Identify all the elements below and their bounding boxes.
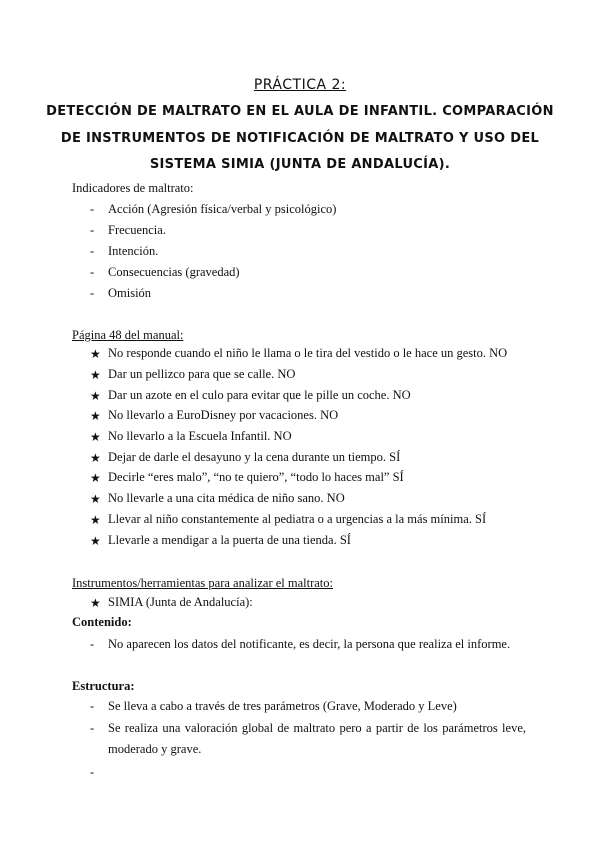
estructura-heading: Estructura: bbox=[72, 679, 135, 693]
manual-item: Llevar al niño constantemente al pediatra o a urgencias a la más mínima. SÍ bbox=[108, 512, 487, 526]
star-bullet-icon: ★ bbox=[90, 513, 101, 527]
star-bullet-icon: ★ bbox=[90, 596, 101, 610]
bullet-dash: - bbox=[90, 721, 95, 735]
bullet-dash: - bbox=[90, 286, 95, 300]
indicator-item: Omisión bbox=[108, 286, 152, 300]
bullet-dash-empty: - bbox=[90, 765, 95, 779]
indicator-item: Acción (Agresión física/verbal y psicológico) bbox=[108, 202, 337, 216]
manual-item: No llevarlo a la Escuela Infantil. NO bbox=[108, 429, 292, 443]
indicator-item: Frecuencia. bbox=[108, 223, 166, 237]
bullet-dash: - bbox=[90, 202, 95, 216]
star-bullet-icon: ★ bbox=[90, 389, 101, 403]
bullet-dash: - bbox=[90, 637, 95, 651]
manual-item: Dar un pellizco para que se calle. NO bbox=[108, 367, 296, 381]
star-bullet-icon: ★ bbox=[90, 430, 101, 444]
indicators-heading: Indicadores de maltrato: bbox=[72, 181, 194, 195]
tools-item-simia: SIMIA (Junta de Andalucía): bbox=[108, 595, 253, 609]
star-bullet-icon: ★ bbox=[90, 534, 101, 548]
subtitle-line-1: DETECCIÓN DE MALTRATO EN EL AULA DE INFANTIL. COMPARACIÓN bbox=[46, 104, 554, 119]
star-bullet-icon: ★ bbox=[90, 471, 101, 485]
manual-item: No llevarle a una cita médica de niño sano. NO bbox=[108, 491, 345, 505]
manual-item: Dar un azote en el culo para evitar que le pille un coche. NO bbox=[108, 388, 411, 402]
star-bullet-icon: ★ bbox=[90, 347, 101, 361]
star-bullet-icon: ★ bbox=[90, 451, 101, 465]
page-title: PRÁCTICA 2: bbox=[253, 77, 347, 93]
estructura-item: Se realiza una valoración global de maltrato pero a partir de los parámetros leve, bbox=[108, 721, 526, 735]
manual-item: Dejar de darle el desayuno y la cena durante un tiempo. SÍ bbox=[108, 450, 401, 464]
manual-item: Decirle “eres malo”, “no te quiero”, “todo lo haces mal” SÍ bbox=[108, 470, 404, 484]
star-bullet-icon: ★ bbox=[90, 368, 101, 382]
manual-item: No llevarlo a EuroDisney por vacaciones. NO bbox=[108, 408, 339, 422]
estructura-item-continuation: moderado y grave. bbox=[108, 742, 202, 756]
indicator-item: Intención. bbox=[108, 244, 159, 258]
subtitle-line-2: DE INSTRUMENTOS DE NOTIFICACIÓN DE MALTRATO Y USO DEL bbox=[60, 131, 540, 146]
star-bullet-icon: ★ bbox=[90, 409, 101, 423]
tools-heading: Instrumentos/herramientas para analizar el maltrato: bbox=[72, 576, 333, 590]
bullet-dash: - bbox=[90, 223, 95, 237]
bullet-dash: - bbox=[90, 244, 95, 258]
manual-item: Llevarle a mendigar a la puerta de una tienda. SÍ bbox=[108, 533, 351, 547]
manual-item: No responde cuando el niño le llama o le tira del vestido o le hace un gesto. NO bbox=[108, 346, 508, 360]
bullet-dash: - bbox=[90, 699, 95, 713]
contenido-item: No aparecen los datos del notificante, es decir, la persona que realiza el informe. bbox=[108, 637, 511, 651]
indicator-item: Consecuencias (gravedad) bbox=[108, 265, 240, 279]
manual-heading: Página 48 del manual: bbox=[72, 328, 184, 342]
contenido-heading: Contenido: bbox=[72, 615, 132, 629]
subtitle-line-3: SISTEMA SIMIA (JUNTA DE ANDALUCÍA). bbox=[149, 157, 451, 172]
star-bullet-icon: ★ bbox=[90, 492, 101, 506]
bullet-dash: - bbox=[90, 265, 95, 279]
estructura-item: Se lleva a cabo a través de tres parámetros (Grave, Moderado y Leve) bbox=[108, 699, 457, 713]
